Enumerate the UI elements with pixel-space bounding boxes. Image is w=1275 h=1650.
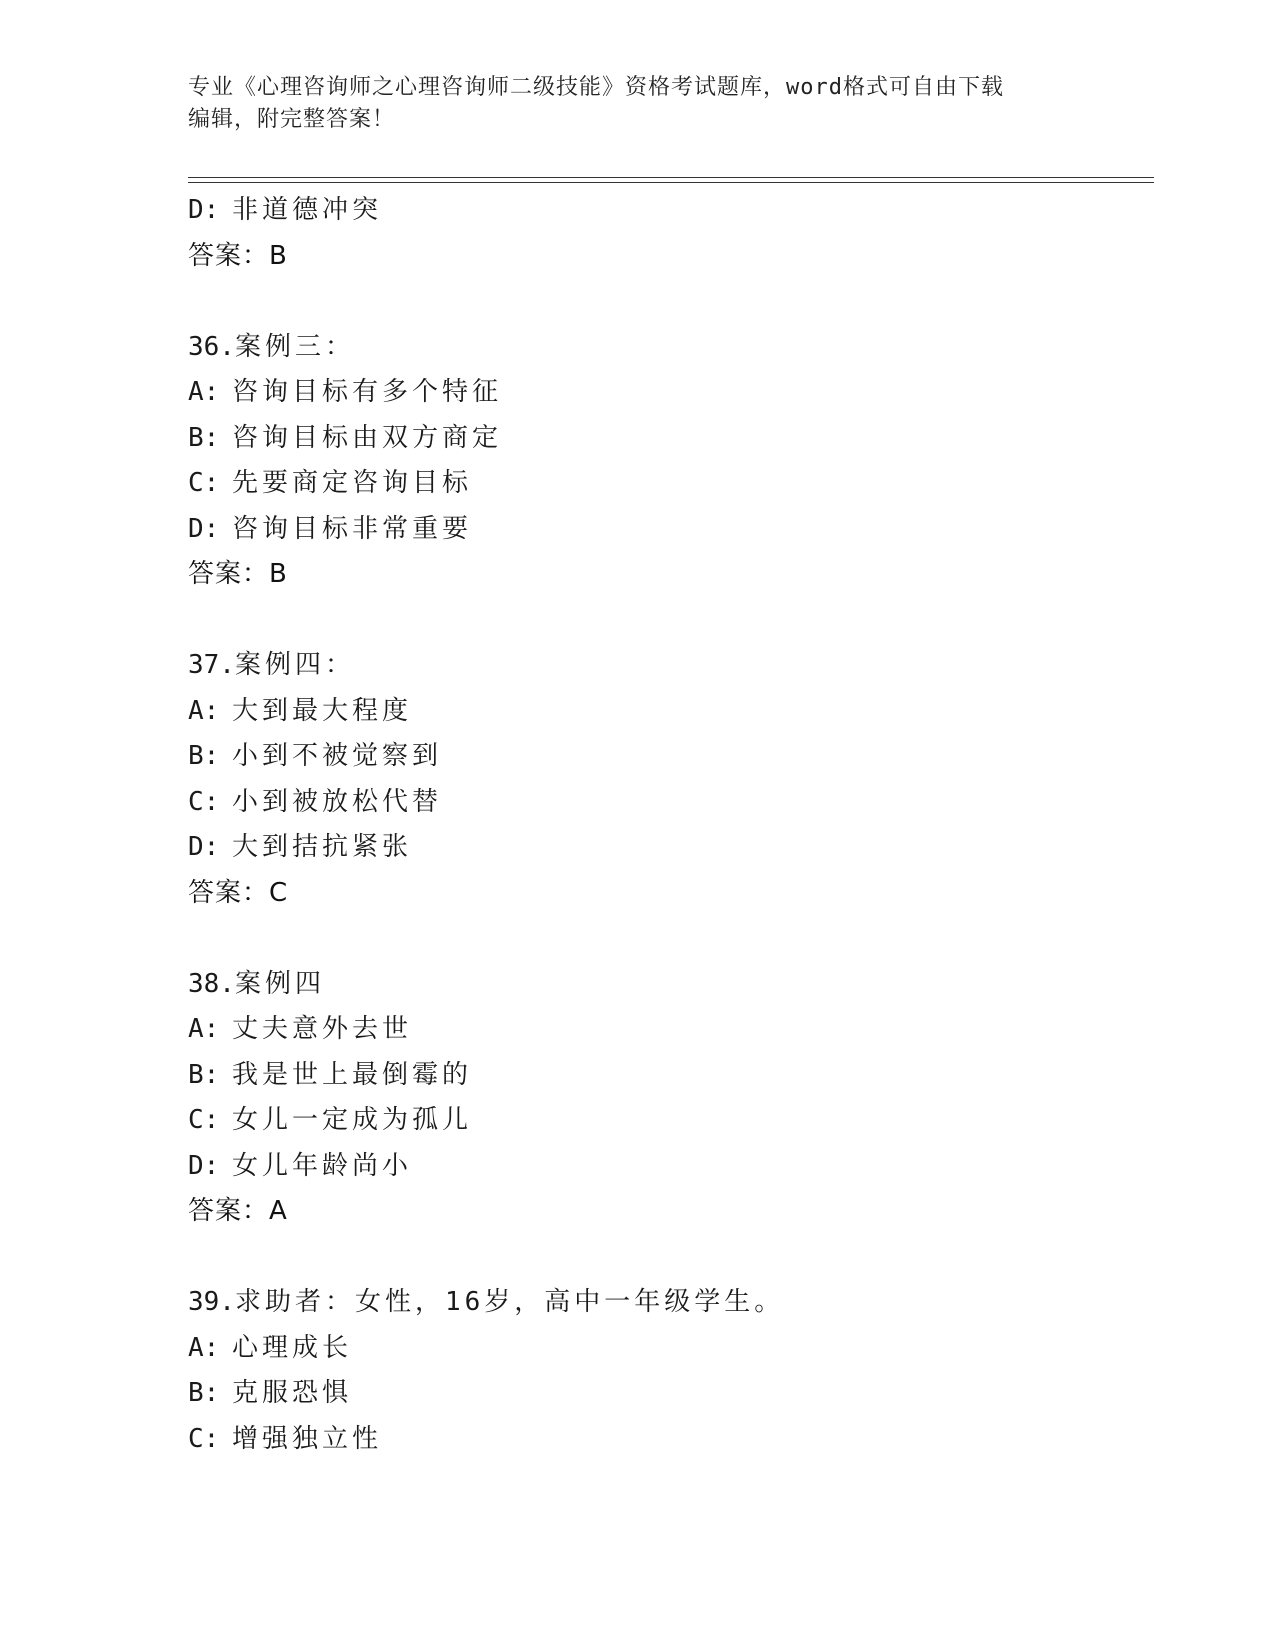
spacer [188,279,1154,325]
answer: 答案：C [188,877,289,908]
spacer [188,916,1154,962]
option-c: C: 女儿一定成为孤儿 [188,1105,473,1135]
option-a: A: 大到最大程度 [188,695,413,726]
option-b: B: 小到不被觉察到 [188,741,443,771]
option-b: B: 克服恐惧 [188,1378,353,1408]
option-d: D: 非道德冲突 [188,195,383,225]
option-a: A: 咨询目标有多个特征 [188,377,503,407]
option-b: B: 我是世上最倒霉的 [188,1059,473,1090]
option-c: C: 先要商定咨询目标 [188,468,473,498]
header-divider-bottom [188,182,1154,183]
document-header [188,72,1088,136]
answer: 答案：B [188,559,288,589]
header-line-2: 编辑，附完整答案！ [188,107,396,132]
spacer [188,598,1154,644]
question-stem: 39.求助者：女性，16岁，高中一年级学生。 [188,1287,785,1317]
header-divider-top [188,177,1154,178]
option-a: A: 心理成长 [188,1332,353,1363]
spacer [188,1235,1154,1281]
question-stem: 38.案例四 [188,968,325,999]
question-stem: 36.案例三： [188,331,355,362]
option-d: D: 女儿年龄尚小 [188,1150,413,1181]
question-stem: 37.案例四： [188,650,355,680]
option-a: A: 丈夫意外去世 [188,1014,413,1044]
option-d: D: 大到拮抗紧张 [188,832,413,862]
header-line-1: 专业《心理咨询师之心理咨询师二级技能》资格考试题库，word格式可自由下载 [188,75,1004,100]
option-c: C: 小到被放松代替 [188,786,443,817]
question-list [188,188,1154,1462]
option-c: C: 增强独立性 [188,1423,383,1454]
option-d: D: 咨询目标非常重要 [188,513,473,544]
option-b: B: 咨询目标由双方商定 [188,422,503,453]
answer: 答案：B [188,240,288,271]
answer: 答案：A [188,1196,288,1226]
